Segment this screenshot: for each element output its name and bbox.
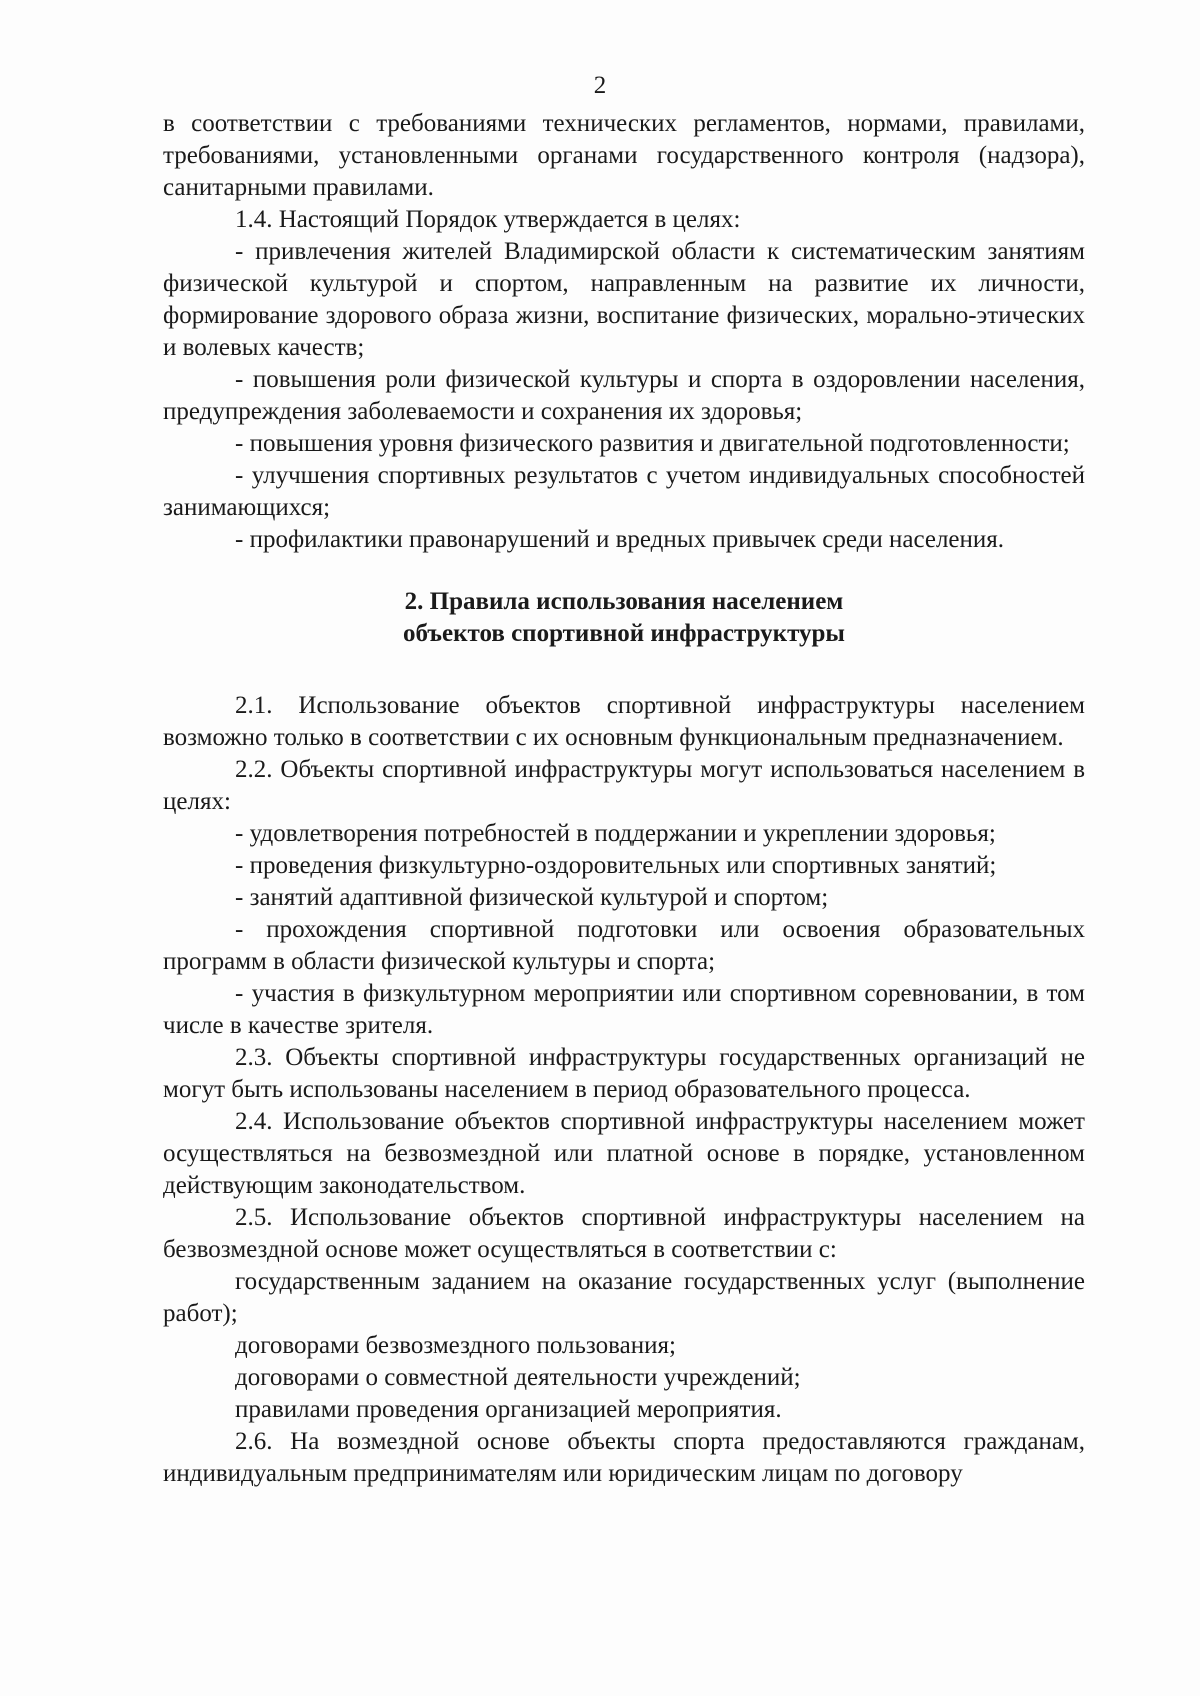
- paragraph-2-6: 2.6. На возмездной основе объекты спорта предоставляются гражданам, индивидуальным предпринимателям или юридическим лицам по договору: [163, 1428, 1085, 1487]
- basis-item: договорами о совместной деятельности учреждений;: [235, 1364, 801, 1391]
- paragraph-2-4: 2.4. Использование объектов спортивной инфраструктуры населением может осуществляться на безвозмездной или платной основе в порядке, установленном действующим законодательством.: [163, 1108, 1085, 1199]
- basis-item: договорами безвозмездного пользования;: [235, 1332, 676, 1359]
- basis-item: правилами проведения организацией мероприятия.: [235, 1396, 782, 1423]
- goal-item: - привлечения жителей Владимирской области к систематическим занятиям физической культурой и спортом, направленным на развитие их личности, формирование здорового образа жизни, воспитание физических, морально-этических и волевых качеств;: [163, 238, 1085, 361]
- goal-item: - профилактики правонарушений и вредных привычек среди населения.: [235, 526, 1005, 553]
- goal-item: - улучшения спортивных результатов с учетом индивидуальных способностей занимающихся;: [163, 462, 1085, 521]
- basis-item: государственным заданием на оказание государственных услуг (выполнение работ);: [163, 1268, 1085, 1327]
- paragraph-2-2: 2.2. Объекты спортивной инфраструктуры могут использоваться населением в целях:: [163, 756, 1085, 815]
- section-1-body: [163, 108, 1085, 1490]
- purpose-item: - прохождения спортивной подготовки или освоения образовательных программ в области физической культуры и спорта;: [163, 916, 1085, 975]
- page-number: 2: [593, 72, 607, 99]
- purpose-item: - занятий адаптивной физической культурой и спортом;: [235, 884, 829, 911]
- section-2-heading-line-1: 2. Правила использования населением: [404, 588, 844, 615]
- goal-item: - повышения роли физической культуры и спорта в оздоровлении населения, предупреждения заболеваемости и сохранения их здоровья;: [163, 366, 1085, 425]
- goal-item: - повышения уровня физического развития и двигательной подготовленности;: [235, 430, 1070, 457]
- paragraph-2-5: 2.5. Использование объектов спортивной инфраструктуры населением на безвозмездной основе может осуществляться в соответствии с:: [163, 1204, 1085, 1263]
- paragraph-continuation: в соответствии с требованиями технических регламентов, нормами, правилами, требованиями, установленными органами государственного контроля (надзора), санитарными правилами.: [163, 110, 1085, 201]
- purpose-item: - удовлетворения потребностей в поддержании и укреплении здоровья;: [235, 820, 996, 847]
- paragraph-2-3: 2.3. Объекты спортивной инфраструктуры государственных организаций не могут быть использованы населением в период образовательного процесса.: [163, 1044, 1085, 1103]
- purpose-item: - проведения физкультурно-оздоровительных или спортивных занятий;: [235, 852, 997, 879]
- purpose-item: - участия в физкультурном мероприятии или спортивном соревновании, в том числе в качестве зрителя.: [163, 980, 1085, 1039]
- paragraph-1-4: 1.4. Настоящий Порядок утверждается в целях:: [235, 206, 741, 233]
- paragraph-2-1: 2.1. Использование объектов спортивной инфраструктуры населением возможно только в соответствии с их основным функциональным предназначением.: [163, 692, 1085, 751]
- section-2-heading-line-2: объектов спортивной инфраструктуры: [403, 620, 845, 647]
